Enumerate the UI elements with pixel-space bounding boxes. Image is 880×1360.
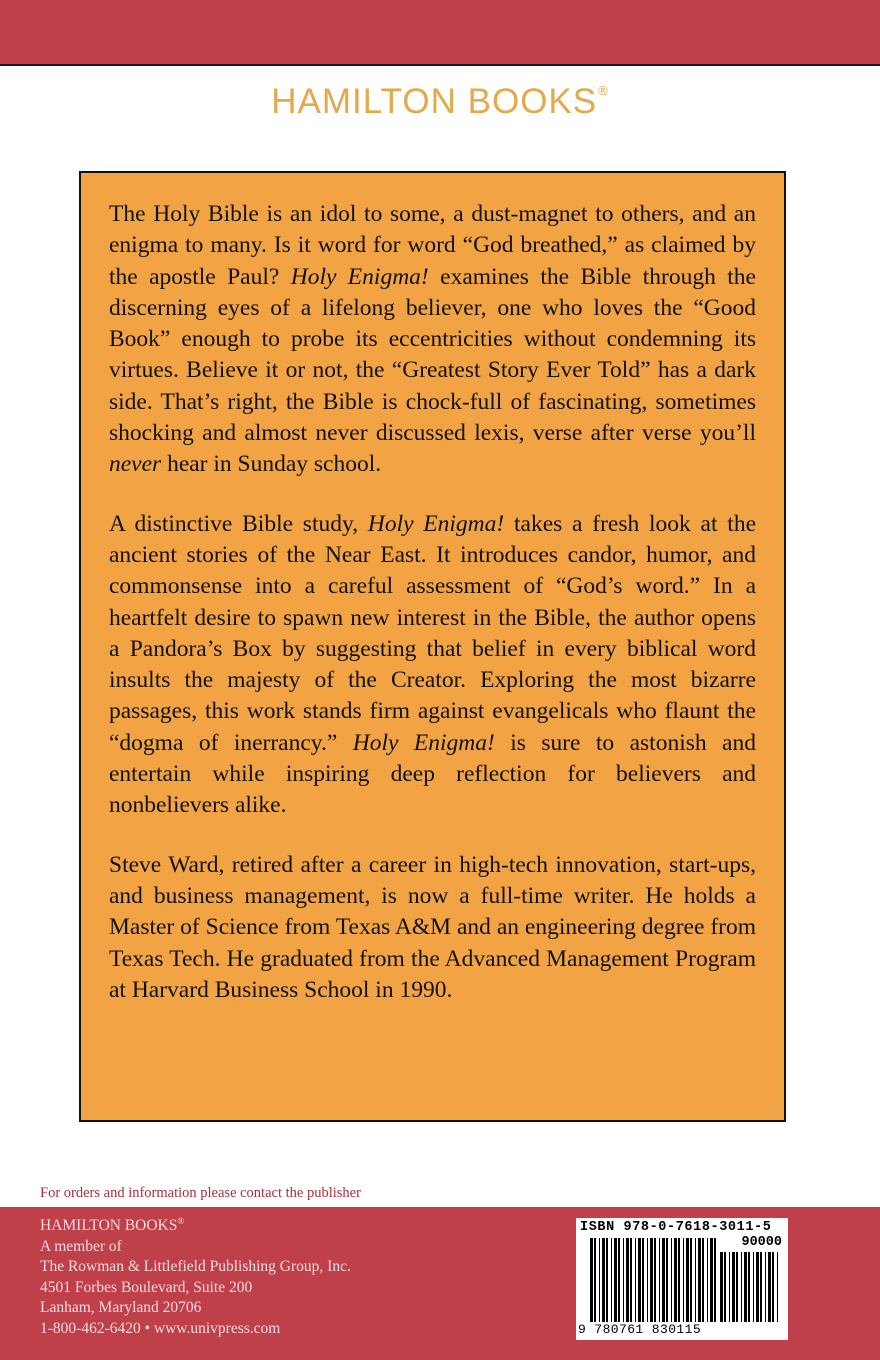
registered-mark: ® [177, 1216, 185, 1226]
text-run: takes a fresh look at the ancient stories of the Near East. It introduces candor, humor, and commonsense into a careful assessment of “God’s word.” In a heartfelt desire to spawn new interest in the Bible, the author opens a Pandora’s Box by suggesting that belief in every biblical word insults the majesty of the Creator. Exploring the most bizarre passages, this work stands firm against evangelicals who flaunt the “dogma of inerrancy.” [109, 510, 756, 756]
address-line-2: Lanham, Maryland 20706 [40, 1299, 202, 1317]
blurb-paragraph-1 [109, 199, 756, 481]
barcode-bar [748, 1252, 750, 1322]
member-line: A member of [40, 1237, 122, 1255]
blurb-paragraph-2 [109, 509, 756, 822]
barcode-bars-main [590, 1238, 718, 1322]
publisher-info [40, 1211, 351, 1339]
barcode-bar [777, 1252, 778, 1322]
barcode-bar [729, 1252, 730, 1322]
barcode-bar [618, 1238, 620, 1322]
barcode-bar [724, 1252, 726, 1322]
text-run: A distinctive Bible study, [109, 510, 368, 537]
group-line: The Rowman & Littlefield Publishing Group, Inc. [40, 1258, 351, 1276]
emphasis-italic: never [109, 451, 162, 478]
text-run: examines the Bible through the discerning eyes of a lifelong believer, one who loves the “Good Book” enough to probe its eccentricities without condemning its virtues. Believe it or not, the “Greatest Story Ever Told” has a dark side. That’s right, the Bible is chock-full of fascinating, sometimes shocking and almost never discussed lexis, verse after verse you’ll [109, 263, 756, 447]
author-bio: Steve Ward, retired after a career in high-tech innovation, start-ups, and business management, is now a full-time writer. He holds a Master of Science from Texas A&M and an engineering degree from Texas Tech. He graduated from the Advanced Management Program at Harvard Business School in 1990. [109, 851, 756, 1003]
barcode-bar [626, 1238, 629, 1322]
barcode-bar [720, 1252, 723, 1322]
barcode-bar [690, 1238, 692, 1322]
address-line-1: 4501 Forbes Boulevard, Suite 200 [40, 1278, 253, 1296]
price-code: 90000 [741, 1235, 782, 1250]
barcode-bar [695, 1238, 696, 1322]
barcode-digits: 9 780761 830115 [578, 1322, 702, 1337]
orders-line: For orders and information please contact the publisher [40, 1185, 361, 1201]
barcode-bar [611, 1238, 612, 1322]
barcode-bar [756, 1252, 759, 1322]
barcode-bar [590, 1238, 593, 1322]
brand-name: HAMILTON BOOKS [271, 82, 598, 121]
barcode-bar [698, 1238, 701, 1322]
barcode-bar [630, 1238, 632, 1322]
book-title-italic: Holy Enigma! [352, 729, 495, 756]
book-title-italic: Holy Enigma! [290, 263, 429, 290]
book-title-italic: Holy Enigma! [367, 510, 505, 537]
registered-mark: ® [598, 83, 609, 98]
barcode-bar [642, 1238, 644, 1322]
barcode-bar [614, 1238, 617, 1322]
contact-line: 1-800-462-6420 • www.univpress.com [40, 1319, 281, 1337]
barcode-bars-addon [720, 1252, 782, 1322]
publisher-name-line [40, 1211, 351, 1237]
barcode-bar [599, 1238, 600, 1322]
barcode-bar [674, 1238, 677, 1322]
barcode-bar [768, 1252, 771, 1322]
barcode-bar [623, 1238, 624, 1322]
blurb-box [79, 171, 786, 1122]
barcode-bar [683, 1238, 684, 1322]
barcode-bar [671, 1238, 672, 1322]
barcode-bar [772, 1252, 774, 1322]
barcode-bar [606, 1238, 608, 1322]
barcode-bar [686, 1238, 689, 1322]
barcode-bar [650, 1238, 653, 1322]
publisher-logo [0, 82, 880, 122]
text-run: hear in Sunday school. [161, 451, 382, 478]
barcode-bar [760, 1252, 762, 1322]
barcode-bar [732, 1252, 735, 1322]
barcode-bar [753, 1252, 754, 1322]
barcode-bar [602, 1238, 605, 1322]
publisher-name: HAMILTON BOOKS [40, 1217, 178, 1235]
isbn-barcode [576, 1218, 788, 1340]
barcode-bar [710, 1238, 713, 1322]
top-color-band [0, 0, 880, 66]
barcode-bar [654, 1238, 656, 1322]
barcode-bar [707, 1238, 708, 1322]
barcode-bar [702, 1238, 704, 1322]
barcode-bar [678, 1238, 680, 1322]
barcode-bar [714, 1238, 716, 1322]
barcode-bar [666, 1238, 668, 1322]
barcode-bar [662, 1238, 665, 1322]
barcode-bar [659, 1238, 660, 1322]
barcode-bar [594, 1238, 596, 1322]
text-run: is sure to astonish and entertain while inspiring deep reflection for believers and nonbelievers alike. [109, 729, 756, 819]
barcode-bar [765, 1252, 766, 1322]
barcode-bar [638, 1238, 641, 1322]
barcode-bar [736, 1252, 738, 1322]
barcode-bar [744, 1252, 747, 1322]
isbn-label: ISBN 978-0-7618-3011-5 [580, 1220, 772, 1235]
barcode-bar [647, 1238, 648, 1322]
barcode-bar [741, 1252, 742, 1322]
text-run: The Holy Bible is an idol to some, a dust-magnet to others, and an enigma to many. Is it word for word “God breathed,” as claimed by the apostle Paul? [109, 201, 756, 290]
barcode-bar [635, 1238, 636, 1322]
